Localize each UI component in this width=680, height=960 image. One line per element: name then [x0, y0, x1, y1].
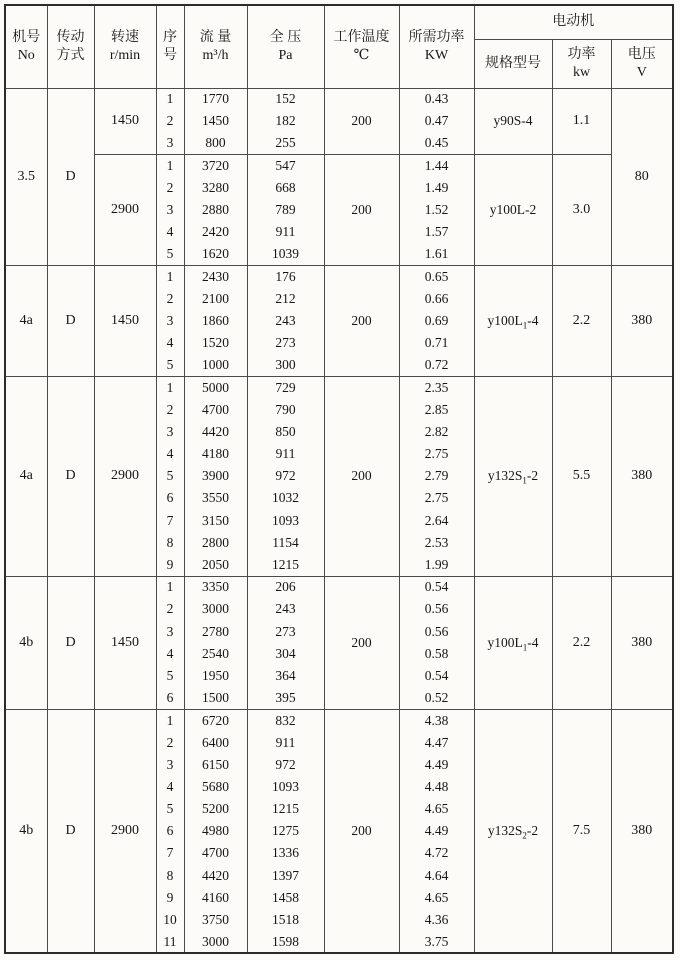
- header-flow-line2: m³/h: [202, 47, 229, 63]
- cell-machine-no: 3.5: [5, 88, 47, 266]
- col-header-required-power: [399, 5, 474, 88]
- cell-serial-no: 1: [156, 155, 184, 177]
- cell-flow: 3000: [184, 598, 247, 620]
- cell-flow: 3900: [184, 465, 247, 487]
- table-body: [5, 88, 673, 953]
- header-temperature-line1: 工作温度: [333, 29, 390, 45]
- cell-total-pressure: 255: [247, 132, 324, 154]
- cell-flow: 2880: [184, 199, 247, 221]
- cell-motor-power: 3.0: [552, 155, 611, 266]
- cell-flow: 6400: [184, 731, 247, 753]
- cell-required-power: 0.45: [399, 132, 474, 154]
- cell-total-pressure: 850: [247, 421, 324, 443]
- cell-serial-no: 3: [156, 132, 184, 154]
- col-header-speed: [94, 5, 156, 88]
- cell-drive-mode: D: [47, 266, 94, 377]
- cell-motor-power: 7.5: [552, 709, 611, 953]
- cell-motor-model: y90S-4: [474, 88, 552, 155]
- cell-serial-no: 3: [156, 421, 184, 443]
- cell-total-pressure: 972: [247, 754, 324, 776]
- cell-total-pressure: 1093: [247, 776, 324, 798]
- cell-total-pressure: 1154: [247, 532, 324, 554]
- cell-serial-no: 4: [156, 221, 184, 243]
- cell-flow: 6720: [184, 709, 247, 731]
- cell-total-pressure: 1032: [247, 487, 324, 509]
- cell-serial-no: 1: [156, 576, 184, 598]
- cell-total-pressure: 790: [247, 399, 324, 421]
- cell-flow: 4160: [184, 887, 247, 909]
- col-header-machine-no: [5, 5, 47, 88]
- table-row: [5, 88, 673, 110]
- cell-required-power: 3.75: [399, 931, 474, 953]
- cell-motor-model: $y132S_2-2$: [474, 709, 552, 953]
- col-header-drive-mode: [47, 5, 94, 88]
- cell-serial-no: 3: [156, 310, 184, 332]
- cell-flow: 1520: [184, 332, 247, 354]
- cell-required-power: 0.47: [399, 110, 474, 132]
- cell-speed: 2900: [94, 376, 156, 576]
- cell-total-pressure: 176: [247, 266, 324, 288]
- cell-speed: 2900: [94, 709, 156, 953]
- header-required-power-line2: KW: [424, 47, 449, 63]
- cell-required-power: 2.75: [399, 487, 474, 509]
- cell-total-pressure: 789: [247, 199, 324, 221]
- cell-flow: 3720: [184, 155, 247, 177]
- cell-total-pressure: 1215: [247, 798, 324, 820]
- cell-required-power: 0.56: [399, 598, 474, 620]
- cell-required-power: 2.85: [399, 399, 474, 421]
- header-voltage-line1: 电压: [627, 46, 656, 62]
- cell-total-pressure: 911: [247, 731, 324, 753]
- cell-total-pressure: 832: [247, 709, 324, 731]
- header-pressure-line1: 全 压: [269, 29, 302, 45]
- cell-machine-no: 4a: [5, 266, 47, 377]
- cell-flow: 2800: [184, 532, 247, 554]
- col-header-motor-model: 规格型号: [474, 39, 552, 88]
- cell-serial-no: 5: [156, 354, 184, 376]
- cell-working-temperature: 200: [324, 155, 399, 266]
- cell-speed: 1450: [94, 88, 156, 155]
- header-serial-line2: 号: [163, 47, 177, 63]
- cell-flow: 2430: [184, 266, 247, 288]
- cell-drive-mode: D: [47, 709, 94, 953]
- cell-flow: 5680: [184, 776, 247, 798]
- cell-serial-no: 9: [156, 554, 184, 576]
- table-row: [5, 709, 673, 731]
- cell-serial-no: 3: [156, 199, 184, 221]
- cell-flow: 1950: [184, 665, 247, 687]
- cell-flow: 5000: [184, 376, 247, 398]
- col-header-motor-group: 电动机: [474, 5, 673, 39]
- cell-required-power: 2.53: [399, 532, 474, 554]
- cell-required-power: 0.54: [399, 665, 474, 687]
- cell-required-power: 0.71: [399, 332, 474, 354]
- header-pressure-line2: Pa: [278, 47, 293, 63]
- cell-required-power: 2.82: [399, 421, 474, 443]
- cell-serial-no: 8: [156, 532, 184, 554]
- cell-serial-no: 7: [156, 510, 184, 532]
- cell-total-pressure: 243: [247, 598, 324, 620]
- cell-flow: 2100: [184, 288, 247, 310]
- cell-serial-no: 11: [156, 931, 184, 953]
- cell-drive-mode: D: [47, 88, 94, 266]
- cell-flow: 3350: [184, 576, 247, 598]
- cell-voltage: 380: [611, 266, 673, 377]
- cell-serial-no: 2: [156, 399, 184, 421]
- table-row: [5, 155, 673, 177]
- cell-serial-no: 6: [156, 820, 184, 842]
- cell-flow: 2420: [184, 221, 247, 243]
- cell-flow: 2050: [184, 554, 247, 576]
- table-row: [5, 266, 673, 288]
- cell-total-pressure: 1336: [247, 842, 324, 864]
- cell-motor-model: y100L-2: [474, 155, 552, 266]
- cell-serial-no: 1: [156, 88, 184, 110]
- cell-machine-no: 4a: [5, 376, 47, 576]
- cell-motor-model: $y132S_1-2$: [474, 376, 552, 576]
- table-row: [5, 576, 673, 598]
- cell-speed: 1450: [94, 266, 156, 377]
- cell-voltage: 380: [611, 376, 673, 576]
- cell-serial-no: 5: [156, 798, 184, 820]
- cell-flow: 1770: [184, 88, 247, 110]
- cell-flow: 1860: [184, 310, 247, 332]
- cell-total-pressure: 911: [247, 443, 324, 465]
- cell-flow: 1000: [184, 354, 247, 376]
- cell-total-pressure: 212: [247, 288, 324, 310]
- cell-flow: 4420: [184, 865, 247, 887]
- cell-total-pressure: 972: [247, 465, 324, 487]
- cell-voltage: 380: [611, 709, 673, 953]
- cell-total-pressure: 243: [247, 310, 324, 332]
- cell-total-pressure: 364: [247, 665, 324, 687]
- header-drive-line2: 方式: [56, 47, 85, 63]
- cell-total-pressure: 273: [247, 332, 324, 354]
- cell-motor-power: 2.2: [552, 576, 611, 709]
- cell-flow: 1620: [184, 243, 247, 265]
- cell-machine-no: 4b: [5, 709, 47, 953]
- header-machine-line2: No: [17, 47, 35, 63]
- cell-serial-no: 5: [156, 465, 184, 487]
- cell-required-power: 0.56: [399, 621, 474, 643]
- cell-total-pressure: 1458: [247, 887, 324, 909]
- cell-flow: 6150: [184, 754, 247, 776]
- cell-required-power: 0.52: [399, 687, 474, 709]
- header-serial-line1: 序: [163, 29, 177, 45]
- cell-total-pressure: 273: [247, 621, 324, 643]
- cell-total-pressure: 1039: [247, 243, 324, 265]
- cell-serial-no: 2: [156, 288, 184, 310]
- col-header-flow: [184, 5, 247, 88]
- cell-serial-no: 4: [156, 332, 184, 354]
- cell-total-pressure: 1397: [247, 865, 324, 887]
- cell-required-power: 1.57: [399, 221, 474, 243]
- cell-total-pressure: 1598: [247, 931, 324, 953]
- header-flow-line1: 流 量: [199, 29, 232, 45]
- table-row: [5, 376, 673, 398]
- fan-specification-table: [4, 4, 674, 954]
- cell-motor-power: 2.2: [552, 266, 611, 377]
- header-speed-line2: r/min: [109, 47, 141, 63]
- col-header-total-pressure: [247, 5, 324, 88]
- cell-motor-power: 5.5: [552, 376, 611, 576]
- cell-serial-no: 2: [156, 177, 184, 199]
- cell-flow: 3550: [184, 487, 247, 509]
- cell-flow: 4980: [184, 820, 247, 842]
- cell-flow: 2780: [184, 621, 247, 643]
- col-header-motor-power: [552, 39, 611, 88]
- header-speed-line1: 转速: [111, 29, 139, 45]
- cell-flow: 800: [184, 132, 247, 154]
- cell-working-temperature: 200: [324, 709, 399, 953]
- cell-required-power: 4.65: [399, 887, 474, 909]
- cell-serial-no: 2: [156, 110, 184, 132]
- col-header-voltage: [611, 39, 673, 88]
- cell-serial-no: 3: [156, 754, 184, 776]
- cell-required-power: 4.36: [399, 909, 474, 931]
- cell-total-pressure: 1518: [247, 909, 324, 931]
- cell-total-pressure: 182: [247, 110, 324, 132]
- header-machine-line1: 机号: [12, 29, 41, 45]
- col-header-working-temperature: [324, 5, 399, 88]
- cell-serial-no: 6: [156, 487, 184, 509]
- cell-serial-no: 10: [156, 909, 184, 931]
- cell-total-pressure: 911: [247, 221, 324, 243]
- cell-serial-no: 1: [156, 709, 184, 731]
- cell-total-pressure: 206: [247, 576, 324, 598]
- cell-required-power: 2.64: [399, 510, 474, 532]
- cell-required-power: 4.48: [399, 776, 474, 798]
- cell-required-power: 1.61: [399, 243, 474, 265]
- cell-flow: 5200: [184, 798, 247, 820]
- cell-serial-no: 3: [156, 621, 184, 643]
- cell-required-power: 4.49: [399, 820, 474, 842]
- cell-speed: 1450: [94, 576, 156, 709]
- cell-voltage: 80: [611, 88, 673, 266]
- cell-flow: 1500: [184, 687, 247, 709]
- cell-required-power: 0.66: [399, 288, 474, 310]
- cell-required-power: 4.49: [399, 754, 474, 776]
- cell-serial-no: 8: [156, 865, 184, 887]
- cell-voltage: 380: [611, 576, 673, 709]
- header-required-power-line1: 所需功率: [408, 29, 465, 45]
- cell-serial-no: 7: [156, 842, 184, 864]
- cell-total-pressure: 1275: [247, 820, 324, 842]
- cell-total-pressure: 395: [247, 687, 324, 709]
- cell-required-power: 1.52: [399, 199, 474, 221]
- cell-required-power: 0.65: [399, 266, 474, 288]
- header-temperature-line2: ℃: [353, 47, 370, 63]
- col-header-serial-no: [156, 5, 184, 88]
- cell-drive-mode: D: [47, 576, 94, 709]
- cell-required-power: 4.72: [399, 842, 474, 864]
- cell-flow: 4180: [184, 443, 247, 465]
- cell-required-power: 1.44: [399, 155, 474, 177]
- cell-required-power: 4.38: [399, 709, 474, 731]
- cell-serial-no: 5: [156, 243, 184, 265]
- cell-total-pressure: 547: [247, 155, 324, 177]
- cell-drive-mode: D: [47, 376, 94, 576]
- cell-total-pressure: 729: [247, 376, 324, 398]
- cell-total-pressure: 300: [247, 354, 324, 376]
- cell-total-pressure: 1215: [247, 554, 324, 576]
- cell-motor-model: $y100L_1-4$: [474, 266, 552, 377]
- cell-flow: 4700: [184, 842, 247, 864]
- header-voltage-line2: V: [636, 64, 647, 80]
- cell-working-temperature: 200: [324, 376, 399, 576]
- cell-flow: 3750: [184, 909, 247, 931]
- cell-required-power: 1.99: [399, 554, 474, 576]
- cell-required-power: 0.58: [399, 643, 474, 665]
- cell-serial-no: 1: [156, 266, 184, 288]
- cell-required-power: 2.75: [399, 443, 474, 465]
- cell-required-power: 0.72: [399, 354, 474, 376]
- cell-working-temperature: 200: [324, 576, 399, 709]
- cell-required-power: 0.43: [399, 88, 474, 110]
- cell-motor-power: 1.1: [552, 88, 611, 155]
- cell-required-power: 4.65: [399, 798, 474, 820]
- cell-flow: 4420: [184, 421, 247, 443]
- header-motor-power-line2: kw: [572, 64, 591, 80]
- cell-serial-no: 4: [156, 776, 184, 798]
- cell-machine-no: 4b: [5, 576, 47, 709]
- cell-working-temperature: 200: [324, 266, 399, 377]
- cell-flow: 4700: [184, 399, 247, 421]
- cell-required-power: 4.64: [399, 865, 474, 887]
- cell-serial-no: 5: [156, 665, 184, 687]
- cell-speed: 2900: [94, 155, 156, 266]
- cell-flow: 2540: [184, 643, 247, 665]
- cell-serial-no: 2: [156, 731, 184, 753]
- cell-flow: 1450: [184, 110, 247, 132]
- cell-required-power: 1.49: [399, 177, 474, 199]
- cell-serial-no: 4: [156, 443, 184, 465]
- cell-required-power: 2.35: [399, 376, 474, 398]
- cell-total-pressure: 304: [247, 643, 324, 665]
- cell-serial-no: 1: [156, 376, 184, 398]
- cell-total-pressure: 668: [247, 177, 324, 199]
- cell-serial-no: 9: [156, 887, 184, 909]
- cell-total-pressure: 1093: [247, 510, 324, 532]
- table-header: [5, 5, 673, 88]
- cell-required-power: 4.47: [399, 731, 474, 753]
- cell-serial-no: 6: [156, 687, 184, 709]
- cell-required-power: 2.79: [399, 465, 474, 487]
- cell-flow: 3000: [184, 931, 247, 953]
- cell-required-power: 0.54: [399, 576, 474, 598]
- cell-total-pressure: 152: [247, 88, 324, 110]
- cell-flow: 3150: [184, 510, 247, 532]
- header-motor-power-line1: 功率: [567, 46, 596, 62]
- cell-flow: 3280: [184, 177, 247, 199]
- header-drive-line1: 传动: [56, 29, 85, 45]
- cell-motor-model: $y100L_1-4$: [474, 576, 552, 709]
- cell-required-power: 0.69: [399, 310, 474, 332]
- cell-serial-no: 4: [156, 643, 184, 665]
- cell-serial-no: 2: [156, 598, 184, 620]
- cell-working-temperature: 200: [324, 88, 399, 155]
